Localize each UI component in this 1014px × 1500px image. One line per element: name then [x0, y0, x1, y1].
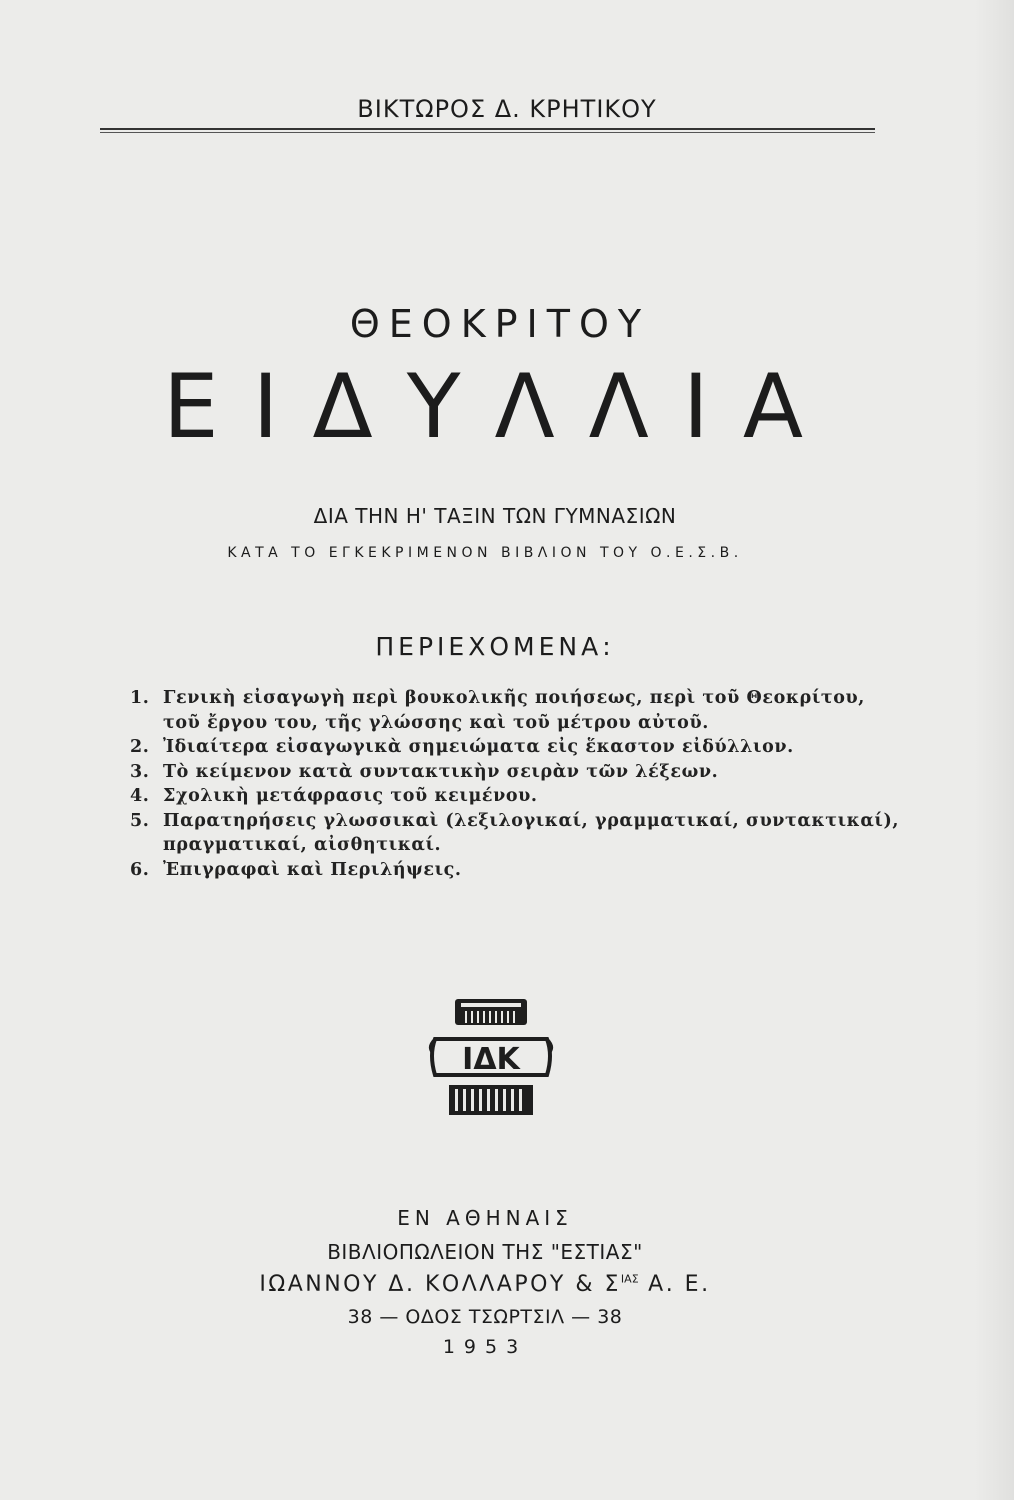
imprint-year: 1953 [442, 1336, 528, 1358]
contents-list [130, 686, 900, 882]
author-name: ΒΙΚΤΩΡΟΣ Δ. ΚΡΗΤΙΚΟΥ [357, 95, 657, 123]
contents-item-text: Γενικὴ εἰσαγωγὴ περὶ βουκολικῆς ποιήσεως, περὶ τοῦ Θεοκρίτου, τοῦ ἔργου του, τῆς γλώσσης καὶ τοῦ μέτρου αὐτοῦ. [163, 688, 865, 733]
page-edge-shadow [974, 0, 1014, 1500]
contents-item-number: 6. [130, 859, 150, 880]
work-title: ΘΕΟΚΡΙΤΟΥ [349, 302, 651, 346]
imprint-city: ΕΝ ΑΘΗΝΑΙΣ [397, 1206, 573, 1230]
imprint-publisher-suffix: Α. Ε. [638, 1272, 711, 1297]
imprint-publisher-name: ΙΩΑΝΝΟΥ Δ. ΚΟΛΛΑΡΟΥ & Σ [259, 1272, 621, 1297]
header-rule-thin [100, 132, 875, 133]
contents-item-number: 1. [130, 688, 150, 708]
contents-item [130, 809, 900, 858]
contents-item [130, 686, 900, 735]
imprint-publisher [0, 1272, 970, 1297]
contents-item-number: 4. [130, 786, 150, 806]
contents-item-text: Σχολικὴ μετάφρασις τοῦ κειμένου. [163, 786, 538, 806]
contents-item [130, 735, 900, 760]
contents-item [130, 760, 900, 785]
imprint-bookshop: ΒΙΒΛΙΟΠΩΛΕΙΟΝ ΤΗΣ "ΕΣΤΙΑΣ" [327, 1240, 643, 1264]
subtitle-approval: ΚΑΤΑ ΤΟ ΕΓΚΕΚΡΙΜΕΝΟΝ ΒΙΒΛΙΟΝ ΤΟΥ Ο.Ε.Σ.Β. [227, 545, 743, 561]
main-title: ΕΙΔΥΛΛΙΑ [162, 355, 838, 458]
imprint-address: 38 — ΟΔΟΣ ΤΣΩΡΤΣΙΛ — 38 [347, 1306, 623, 1328]
contents-item [130, 784, 900, 809]
subtitle-class: ΔΙΑ ΤΗΝ Η' ΤΑΞΙΝ ΤΩΝ ΓΥΜΝΑΣΙΩΝ [313, 504, 677, 528]
contents-item-number: 5. [130, 810, 150, 831]
contents-heading: ΠΕΡΙΕΧΟΜΕΝΑ: [375, 632, 615, 661]
imprint-publisher-sup: ΙΑΣ [620, 1272, 639, 1286]
contents-item-text: Ἐπιγραφαὶ καὶ Περιλήψεις. [163, 859, 462, 880]
publisher-logo-text: ΙΔΚ [462, 1042, 520, 1077]
contents-item-number: 2. [130, 737, 150, 757]
contents-item-text: Ἰδιαίτερα εἰσαγωγικὰ σημειώματα εἰς ἕκαστον εἰδύλλιον. [163, 737, 794, 757]
contents-item-text: Παρατηρήσεις γλωσσικαὶ (λεξιλογικαί, γραμματικαί, συντακτικαί), πραγματικαί, αἰσθητικαί. [163, 810, 900, 855]
contents-item [130, 858, 900, 883]
contents-item-text: Τὸ κείμενον κατὰ συντακτικὴν σειρὰν τῶν λέξεων. [163, 761, 719, 782]
contents-item-number: 3. [130, 761, 150, 782]
publisher-logo [425, 995, 557, 1125]
header-rule [100, 128, 875, 130]
